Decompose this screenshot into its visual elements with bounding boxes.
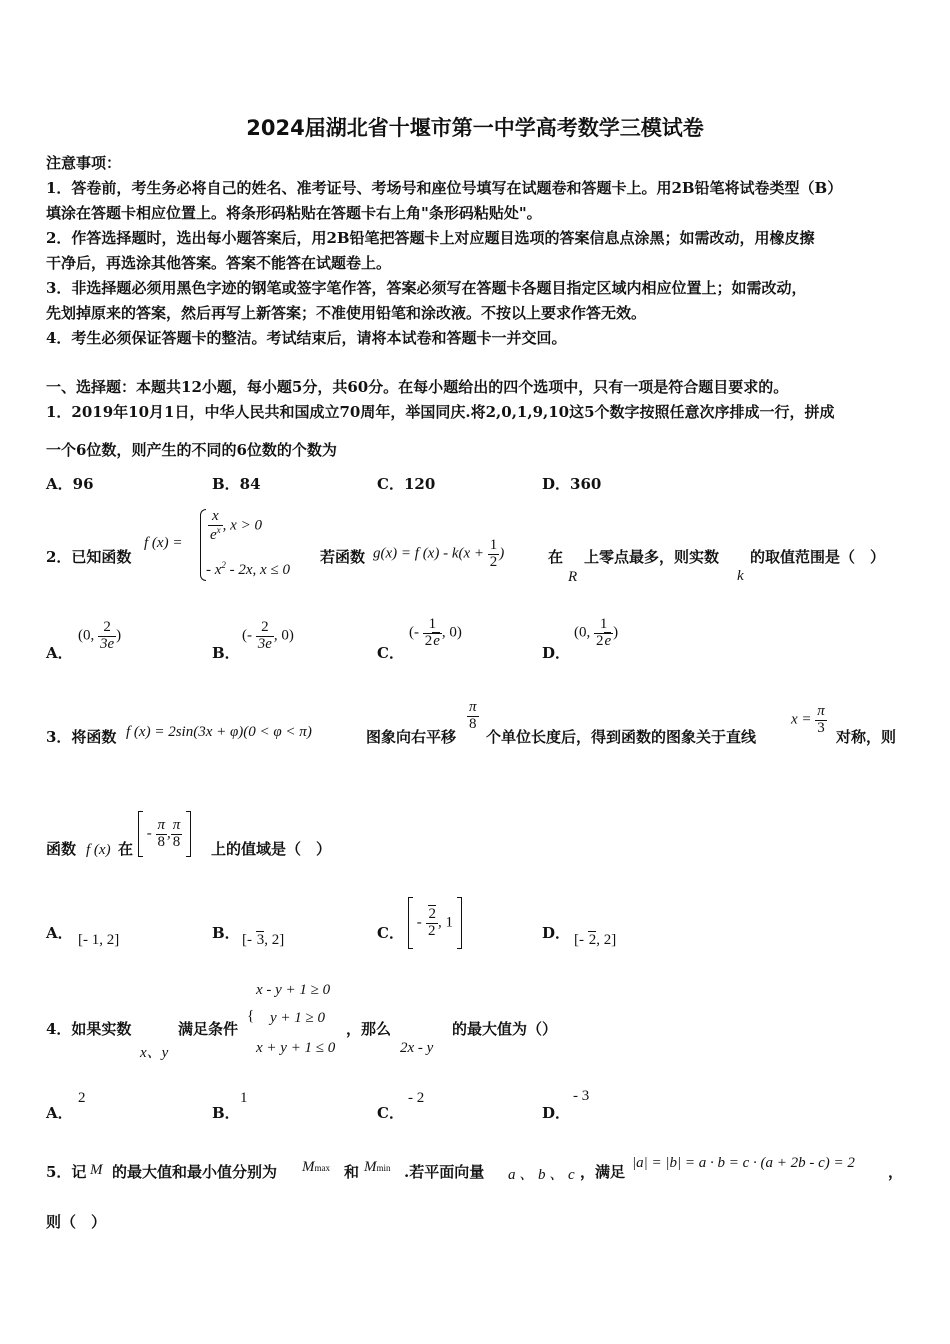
q4-option-c-value: - 2 bbox=[408, 1090, 425, 1106]
notice-line: 干净后，再选涂其他答案。答案不能答在试题卷上。 bbox=[46, 254, 392, 272]
q3-option-b-value: [- 3, 2] bbox=[242, 932, 285, 948]
q2-option-b-label: B． bbox=[212, 644, 240, 662]
q2-option-a-label: A． bbox=[46, 644, 73, 662]
q2-text: 的取值范围是（ ） bbox=[750, 548, 886, 566]
q2-piece-1: $\frac{x}{e^x}$ , x > 0 bbox=[210, 508, 262, 543]
q2-option-c-value: (- $\frac{1}{2e}$ , 0) bbox=[409, 616, 462, 649]
q3-text: 个单位长度后，得到函数的图象关于直线 bbox=[486, 728, 757, 746]
section-heading: 一、选择题：本题共12小题，每小题5分，共60分。在每小题给出的四个选项中，只有一项是符合题目要求的。 bbox=[46, 378, 789, 396]
q5-text: 则（ ） bbox=[46, 1213, 107, 1231]
q2-function-g: g(x) = f (x) - k(x + $\frac{1}{2}$ ) bbox=[373, 537, 505, 570]
q1-option-c: C．120 bbox=[377, 475, 436, 493]
q3-line: x = $\frac{\pi}{3}$ bbox=[791, 703, 825, 736]
q2-option-c-label: C． bbox=[377, 644, 404, 662]
q5-text: ， bbox=[888, 1163, 904, 1181]
q3-function: f (x) = 2sin(3x + φ)(0 < φ < π) bbox=[126, 724, 312, 740]
q3-option-d-label: D． bbox=[542, 924, 571, 942]
q3-text: 3．将函数 bbox=[46, 728, 117, 746]
notice-line: 2．作答选择题时，选出每小题答案后，用2B铅笔把答题卡上对应题目选项的答案信息点涂黑；如需改动，用橡皮擦 bbox=[46, 229, 815, 247]
q4-option-b-value: 1 bbox=[240, 1090, 248, 1106]
q4-text: ，那么 bbox=[346, 1020, 392, 1038]
notice-line: 1．答卷前，考生务必将自己的姓名、准考证号、考场号和座位号填写在试题卷和答题卡上。用2B铅笔将试卷类型（B） bbox=[46, 179, 843, 197]
q4-text: 的最大值为（） bbox=[452, 1020, 558, 1038]
q2-piece-2: - $x^2 - 2x$, x ≤ 0 bbox=[206, 560, 290, 578]
q3-text: 图象向右平移 bbox=[366, 728, 457, 746]
q4-vars: x、y bbox=[140, 1045, 169, 1061]
q2-text: 上零点最多，则实数 bbox=[584, 548, 720, 566]
q5-text: 5．记 bbox=[46, 1163, 87, 1181]
notice-heading: 注意事项： bbox=[46, 154, 122, 172]
q4-option-d-label: D． bbox=[542, 1104, 571, 1122]
notice-line: 4．考生必须保证答题卡的整洁。考试结束后，请将本试卷和答题卡一并交回。 bbox=[46, 329, 567, 347]
q4-brace: { bbox=[247, 1008, 255, 1024]
q2-option-a-value: (0, $\frac{2}{3e}$ ) bbox=[78, 619, 122, 652]
exam-title: 2024届湖北省十堰市第一中学高考数学三模试卷 bbox=[246, 116, 704, 140]
q3-option-c-label: C． bbox=[377, 924, 404, 942]
q3-text: 对称，则 bbox=[836, 728, 897, 746]
q5-m-max: Mmax bbox=[302, 1159, 330, 1175]
q4-condition-1: x - y + 1 ≥ 0 bbox=[256, 982, 331, 998]
q4-option-c-label: C． bbox=[377, 1104, 404, 1122]
q1-option-a: A．96 bbox=[46, 475, 94, 493]
q1-option-d: D．360 bbox=[542, 475, 602, 493]
q2-var-k: k bbox=[737, 568, 744, 584]
q2-function-f: f (x) = bbox=[144, 535, 183, 551]
q2-option-d-label: D． bbox=[542, 644, 571, 662]
q2-text: 若函数 bbox=[320, 548, 366, 566]
q3-text: 函数 bbox=[46, 840, 77, 858]
q4-option-b-label: B． bbox=[212, 1104, 240, 1122]
q4-option-a-value: 2 bbox=[78, 1090, 86, 1106]
notice-line: 填涂在答题卡相应位置上。将条形码粘贴在答题卡右上角"条形码粘贴处"。 bbox=[46, 204, 542, 222]
q4-text: 4．如果实数 bbox=[46, 1020, 132, 1038]
q2-option-b-value: (- $\frac{2}{3e}$ , 0) bbox=[242, 619, 294, 652]
q3-option-a-value: [- 1, 2] bbox=[78, 932, 120, 948]
q5-text: 和 bbox=[344, 1163, 360, 1181]
q5-text: .若平面向量 bbox=[404, 1163, 485, 1181]
notice-line: 先划掉原来的答案，然后再写上新答案；不准使用铅笔和涂改液。不按以上要求作答无效。 bbox=[46, 304, 647, 322]
q5-condition: |a| = |b| = a · b = c · (a + 2b - c) = 2 bbox=[632, 1155, 855, 1171]
q1-text: 1．2019年10月1日，中华人民共和国成立70周年，举国同庆.将2,0,1,9,10这5个数字按照任意次序排成一行，拼成 bbox=[46, 403, 835, 421]
q1-option-b: B．84 bbox=[212, 475, 261, 493]
q5-text: 的最大值和最小值分别为 bbox=[112, 1163, 278, 1181]
q4-condition-3: x + y + 1 ≤ 0 bbox=[256, 1040, 336, 1056]
q3-option-d-value: [- 2, 2] bbox=[574, 932, 617, 948]
q5-text: ，满足 bbox=[580, 1163, 626, 1181]
q3-function-ref: f (x) bbox=[86, 842, 111, 858]
q3-option-b-label: B． bbox=[212, 924, 240, 942]
q5-vectors: a 、 b 、 c bbox=[508, 1167, 575, 1183]
q4-text: 满足条件 bbox=[178, 1020, 239, 1038]
q3-text: 上的值域是（ ） bbox=[211, 840, 332, 858]
q3-interval: - $\frac{\pi}{8}$ , $\frac{\pi}{8}$ bbox=[138, 811, 191, 857]
q5-m-min: Mmin bbox=[364, 1159, 391, 1175]
q3-text: 在 bbox=[118, 840, 134, 858]
q3-option-c-value: - $\frac{2}{2}$ , 1 bbox=[408, 897, 462, 949]
q4-expression: 2x - y bbox=[400, 1040, 434, 1056]
q4-condition-2: y + 1 ≥ 0 bbox=[270, 1010, 326, 1026]
q1-text: 一个6位数，则产生的不同的6位数的个数为 bbox=[46, 441, 337, 459]
q2-set-r: R bbox=[568, 569, 578, 585]
q3-shift: $\frac{\pi}{8}$ bbox=[469, 699, 477, 732]
q2-text: 2．已知函数 bbox=[46, 548, 132, 566]
q3-option-a-label: A． bbox=[46, 924, 73, 942]
q4-option-d-value: - 3 bbox=[573, 1088, 590, 1104]
q2-option-d-value: (0, $\frac{1}{2e}$ ) bbox=[574, 616, 619, 649]
q2-text: 在 bbox=[548, 548, 564, 566]
notice-line: 3．非选择题必须用黑色字迹的钢笔或签字笔作答，答案必须写在答题卡各题目指定区域内相应位置上；如需改动， bbox=[46, 279, 807, 297]
q4-option-a-label: A． bbox=[46, 1104, 73, 1122]
q5-var-m: M bbox=[90, 1162, 103, 1178]
